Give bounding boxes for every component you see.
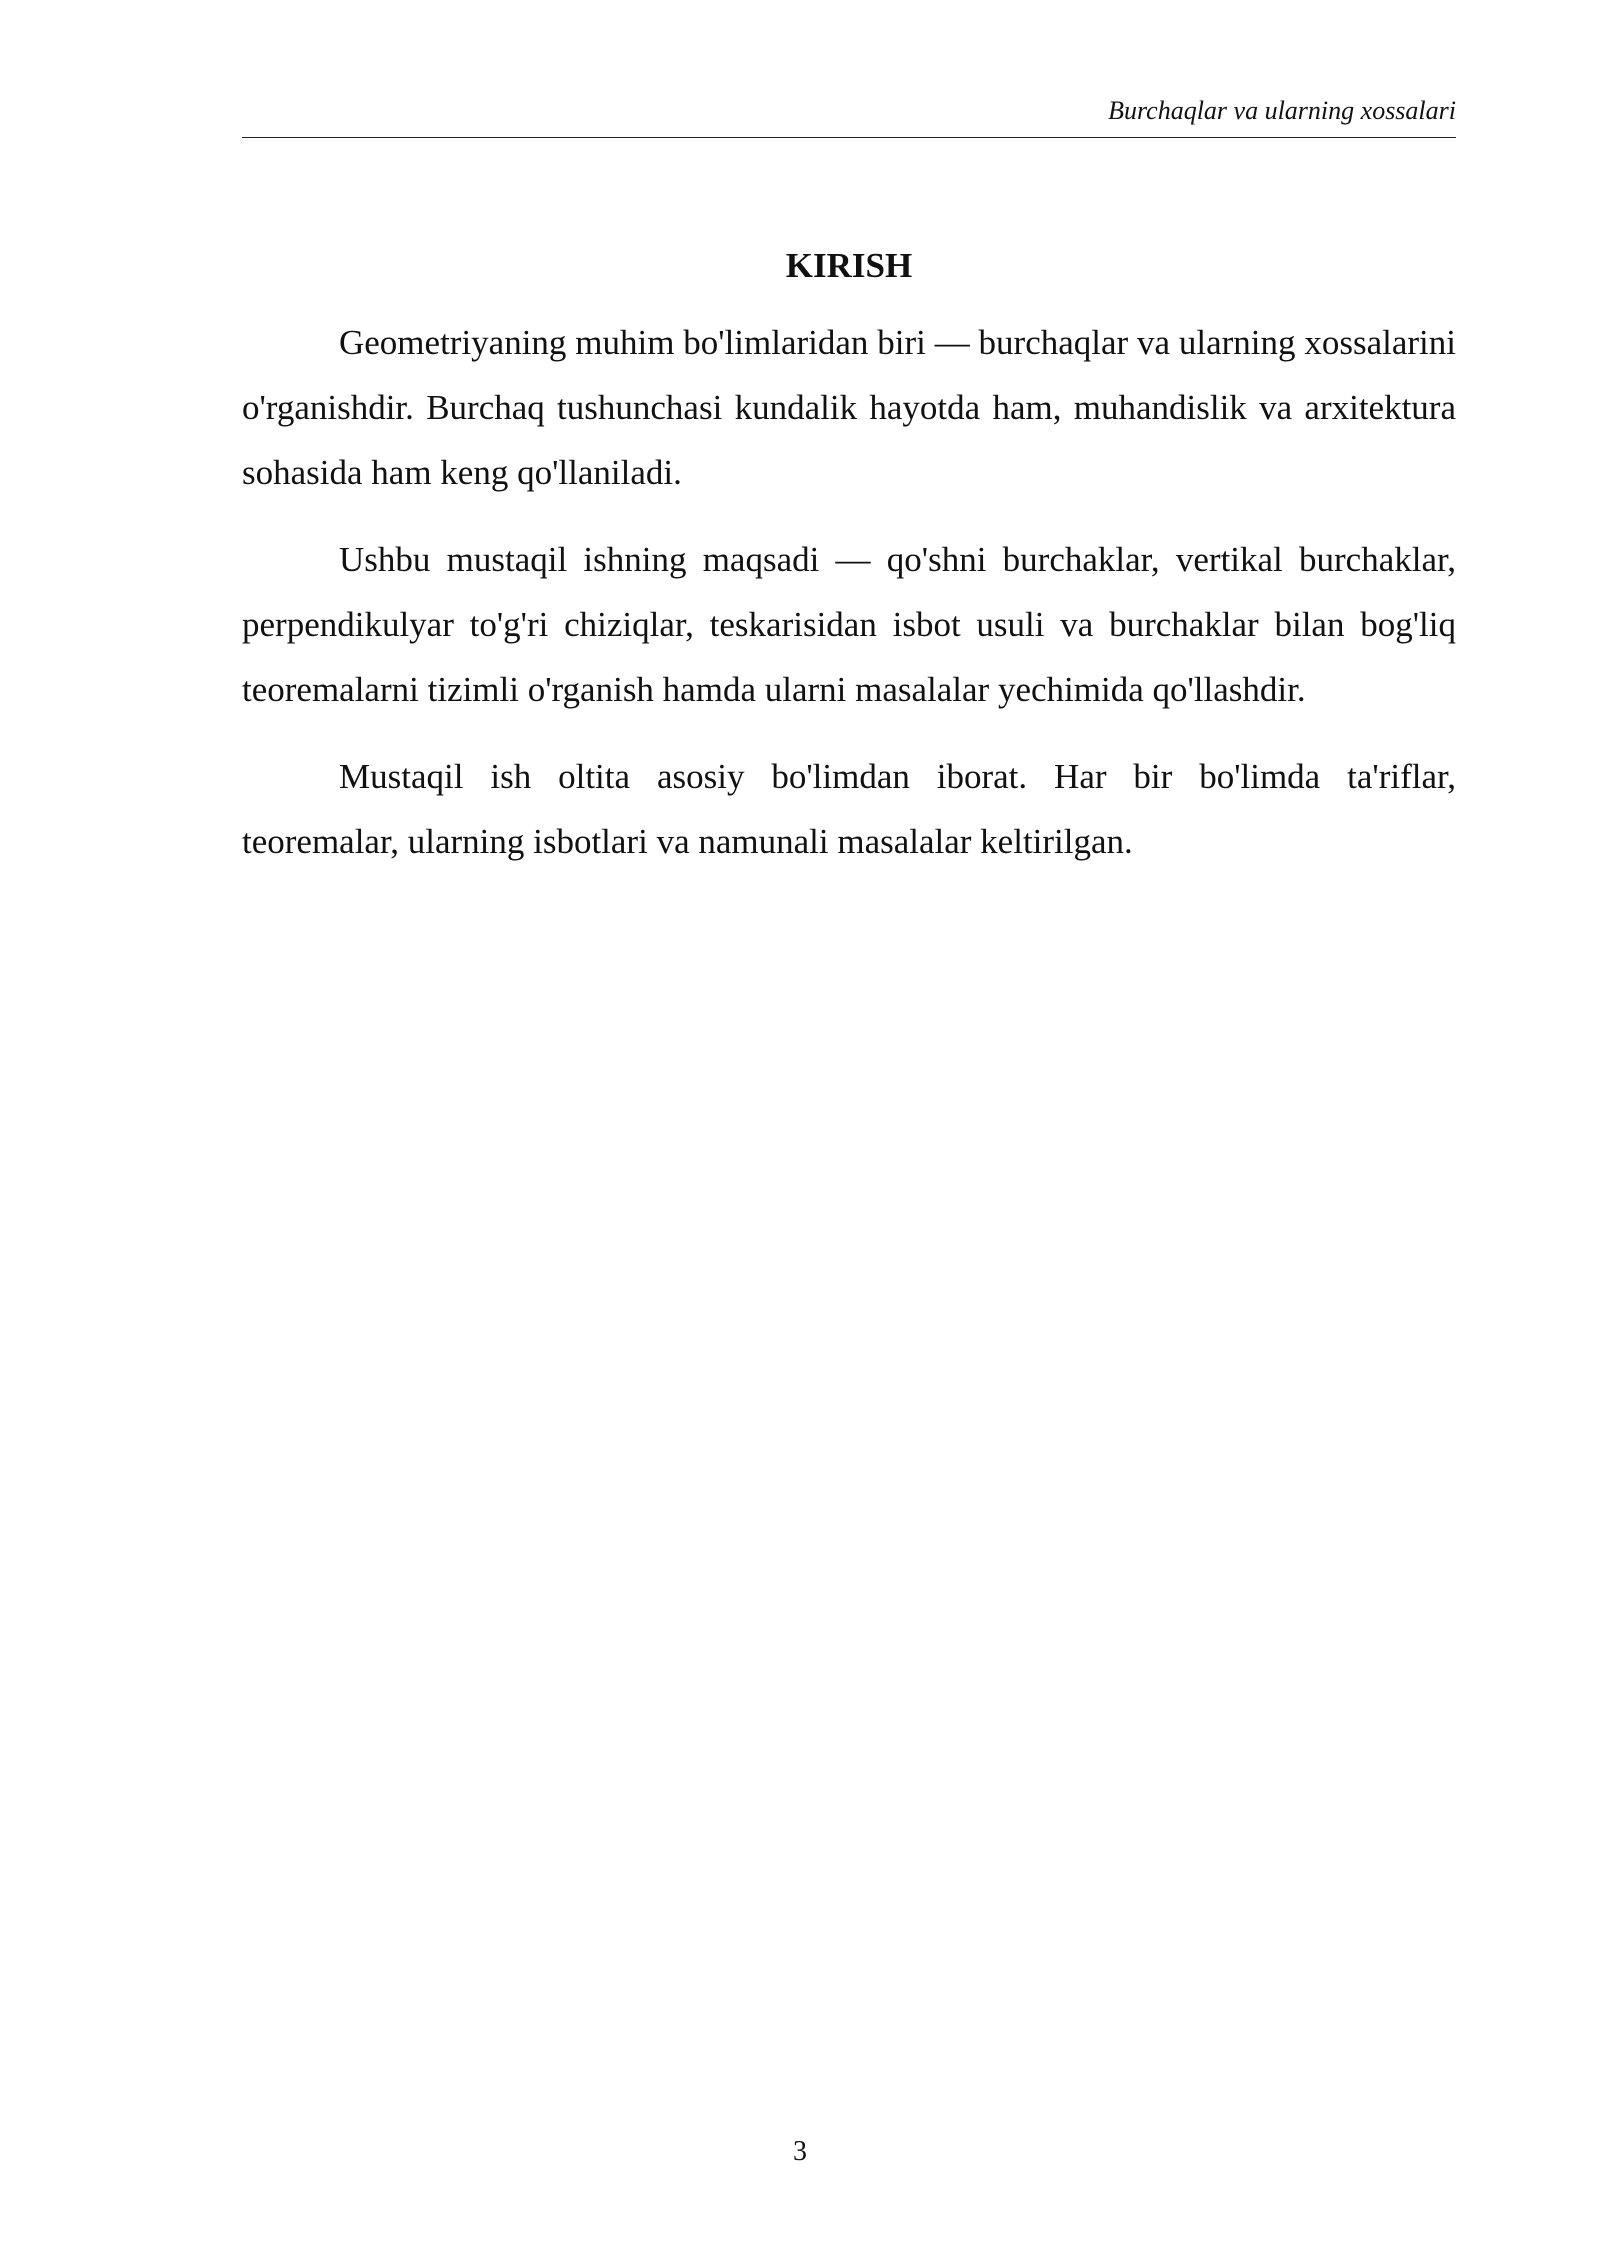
page-number: 3 xyxy=(793,2136,807,2167)
running-header: Burchaqlar va ularning xossalari xyxy=(1108,96,1456,125)
paragraph-aim: Ushbu mustaqil ishning maqsadi — qo'shni burchaklar, vertikal burchaklar, perpendikulyar to'g'ri chiziqlar, teskarisidan isbot usuli va burchaklar bilan bog'liq teoremalarni tizimli o'rganish hamda ularni masalalar yechimida qo'llashdir. xyxy=(242,540,1456,709)
header-divider xyxy=(242,137,1456,138)
paragraph-intro: Geometriyaning muhim bo'limlaridan biri — burchaqlar va ularning xossalarini o'rganishdir. Burchaq tushunchasi kundalik hayotda ham, muhandislik va arxitektura sohasida ham keng qo'llaniladi. xyxy=(242,323,1456,492)
section-heading: KIRISH xyxy=(785,246,913,285)
page-body xyxy=(242,238,1456,896)
paragraph-structure: Mustaqil ish oltita asosiy bo'limdan iborat. Har bir bo'limda ta'riflar, teoremalar, ularning isbotlari va namunali masalalar keltirilgan. xyxy=(242,757,1456,861)
